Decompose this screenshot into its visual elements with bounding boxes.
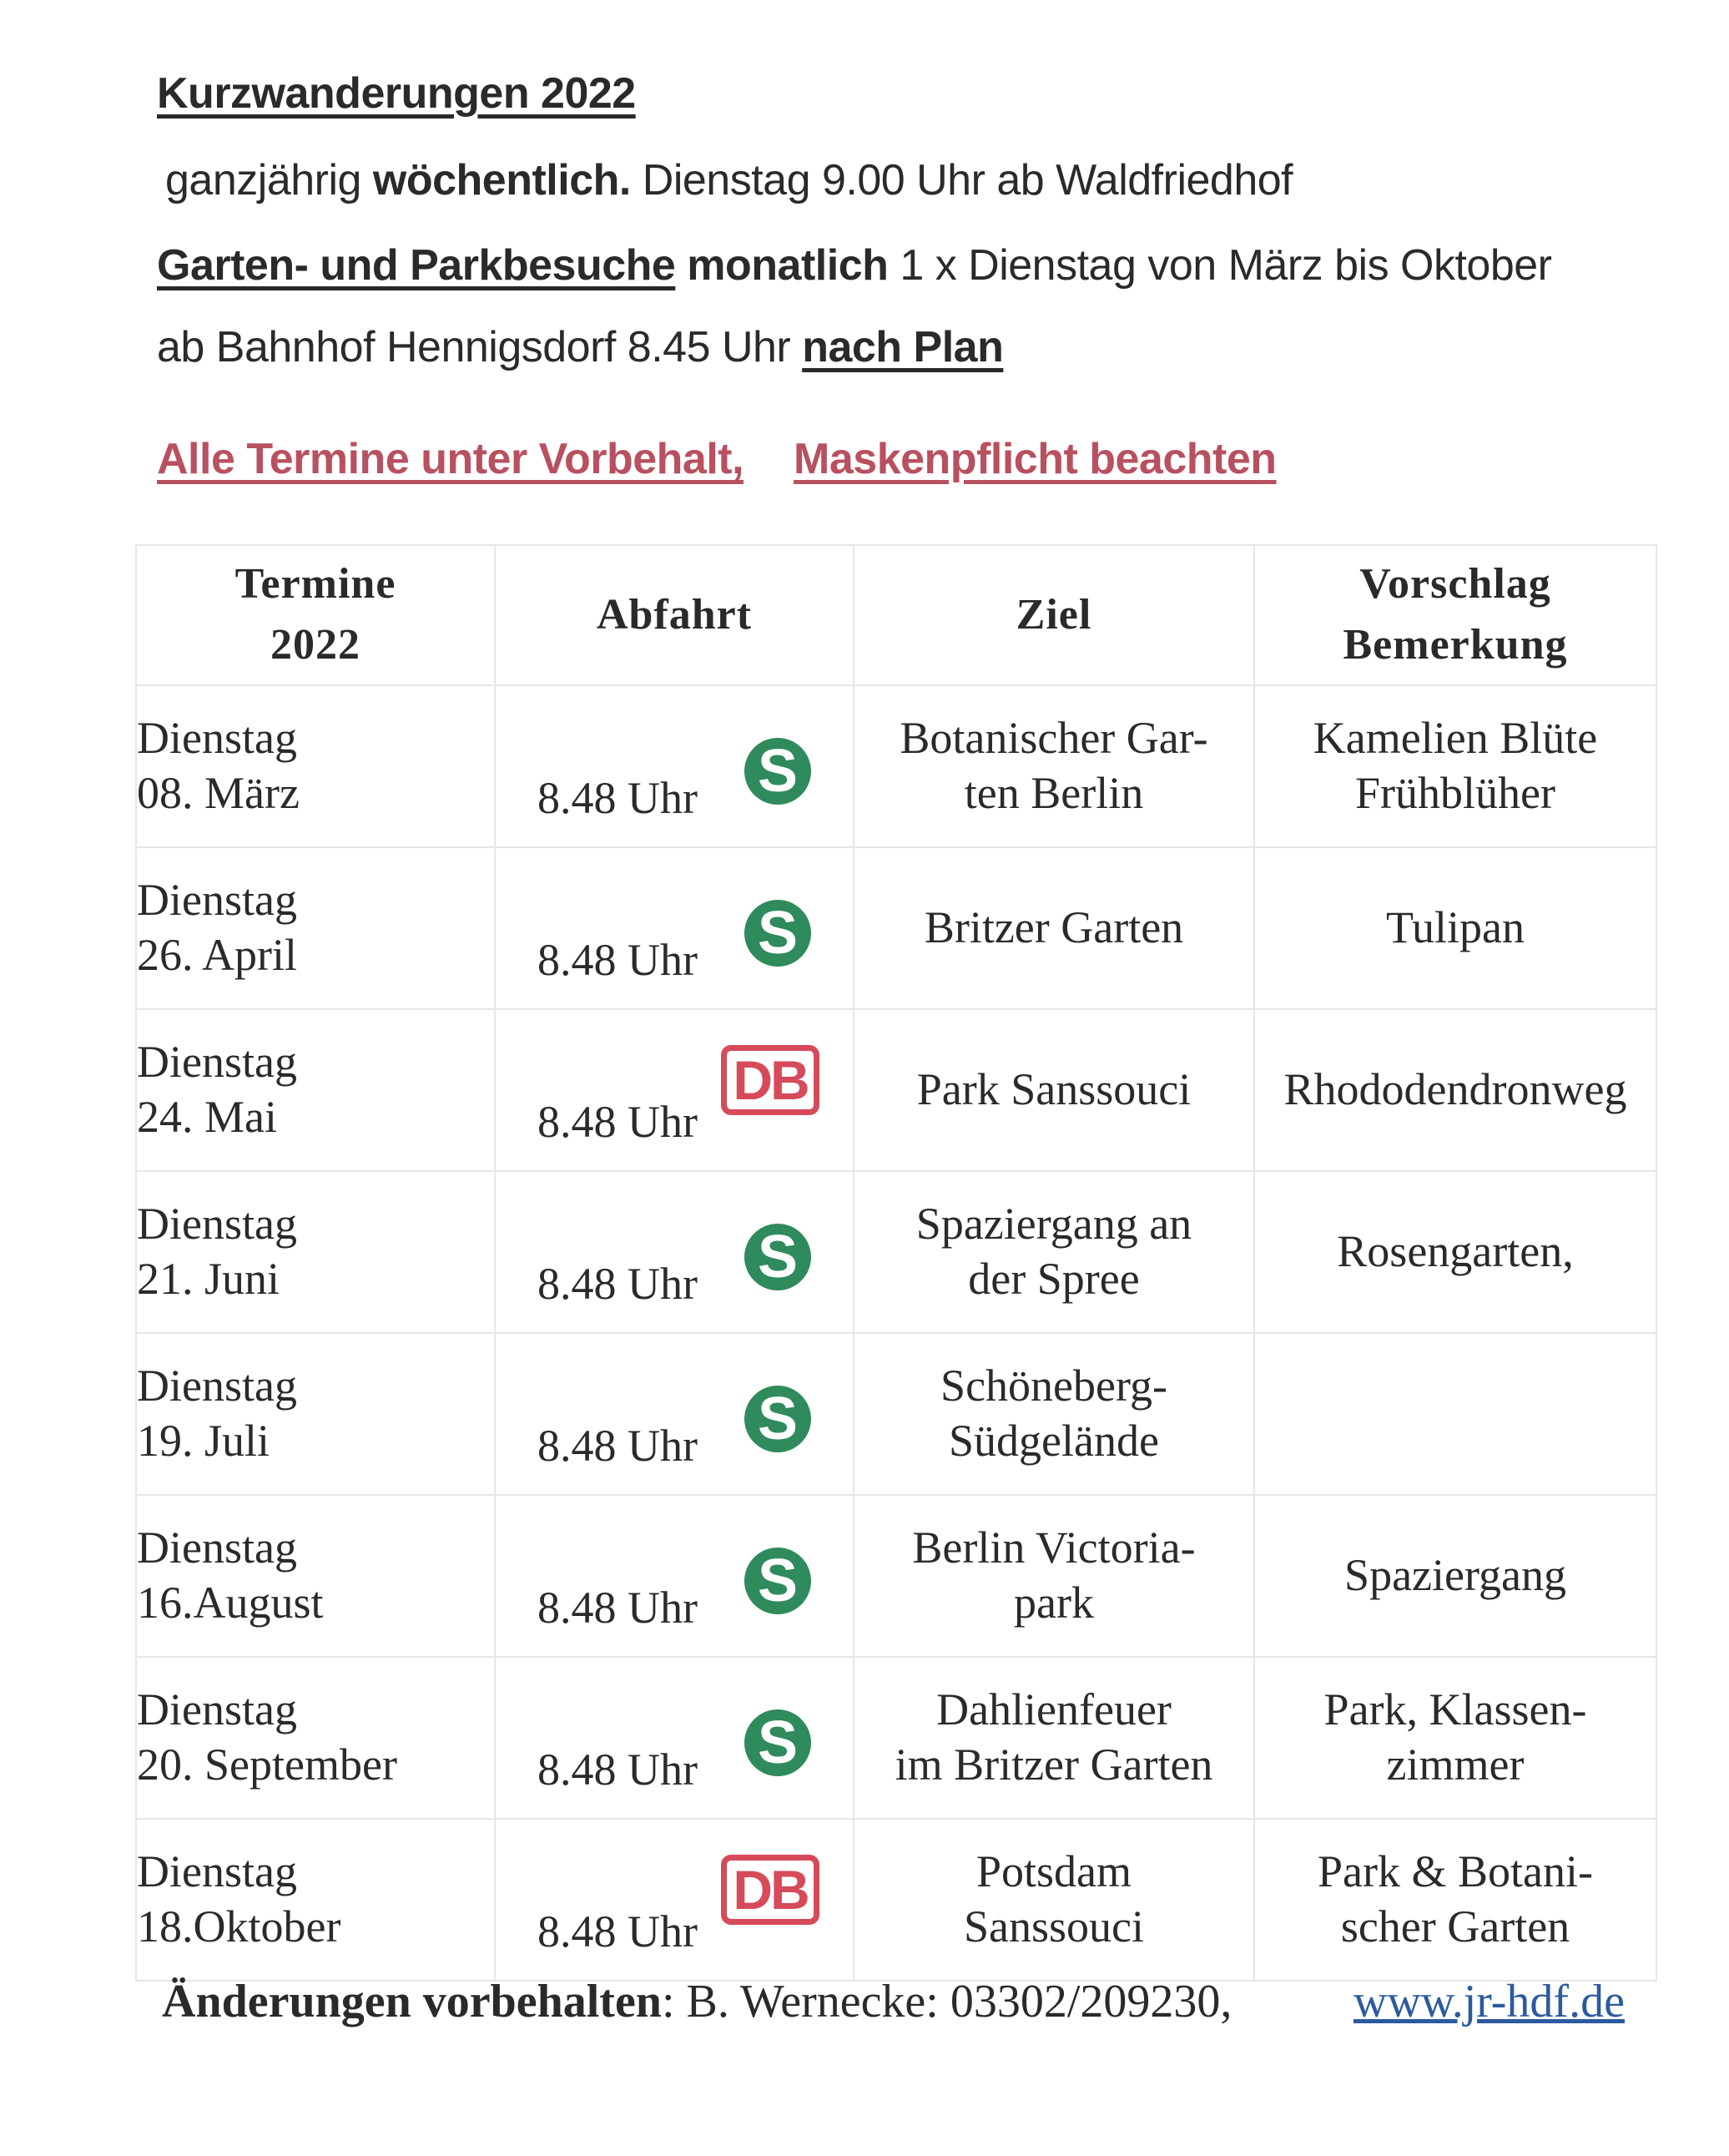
destination-cell: Britzer Garten [854,847,1254,1009]
destination-cell: Berlin Victoria- park [854,1495,1254,1657]
db-icon: DB [721,1045,819,1115]
departure-cell: 8.48 Uhr S [495,1657,854,1819]
date-cell: Dienstag 26. April [136,847,495,1009]
date-cell: Dienstag 16.August [136,1495,495,1657]
table-header-row [136,545,1656,685]
table-row [136,1657,1656,1819]
departure-cell: 8.48 Uhr DB [495,1819,854,1981]
date-cell: Dienstag 08. März [136,685,495,847]
plan-link-text: nach Plan [802,323,1004,371]
remark-cell: Rosengarten, [1254,1171,1656,1333]
departure-line [157,322,1003,372]
date-cell: Dienstag 18.Oktober [136,1819,495,1981]
departure-cell: 8.48 Uhr S [495,1333,854,1495]
monthly-suffix: 1 x Dienstag von März bis Oktober [900,241,1552,290]
departure-cell: 8.48 Uhr S [495,1171,854,1333]
date-cell: Dienstag 24. Mai [136,1009,495,1171]
table-row [136,1495,1656,1657]
header-vorschlag: Vorschlag Bemerkung [1254,545,1656,685]
table-row [136,1333,1656,1495]
notice-reservation: Alle Termine unter Vorbehalt, [157,435,744,483]
s-bahn-icon: S [744,1548,811,1614]
s-bahn-icon: S [744,900,811,967]
notice-line [157,434,1277,484]
remark-cell: Park & Botani- scher Garten [1254,1819,1656,1981]
website-link[interactable]: www.jr-hdf.de [1353,1976,1625,2027]
remark-cell: Tulipan [1254,847,1656,1009]
departure-cell: 8.48 Uhr DB [495,1009,854,1171]
destination-cell: Park Sanssouci [854,1009,1254,1171]
weekly-bold: wöchentlich. [372,156,631,204]
destination-cell: Potsdam Sanssouci [854,1819,1254,1981]
weekly-suffix: Dienstag 9.00 Uhr ab Waldfriedhof [642,156,1293,204]
destination-cell: Botanischer Gar- ten Berlin [854,685,1254,847]
date-cell: Dienstag 20. September [136,1657,495,1819]
date-cell: Dienstag 21. Juni [136,1171,495,1333]
footer-text: : B. Wernecke: 03302/209230, [661,1976,1232,2027]
header-ziel: Ziel [854,545,1254,685]
departure-prefix: ab Bahnhof Hennigsdorf 8.45 Uhr [157,323,791,371]
garden-visits-line [157,240,1552,290]
s-bahn-icon: S [744,1386,811,1452]
destination-cell: Dahlienfeuer im Britzer Garten [854,1657,1254,1819]
table-row [136,847,1656,1009]
departure-cell: 8.48 Uhr S [495,685,854,847]
destination-cell: Spaziergang an der Spree [854,1171,1254,1333]
table-row [136,1171,1656,1333]
monthly-bold: monatlich [687,241,889,290]
notice-mask: Maskenpflicht beachten [794,435,1277,483]
departure-cell: 8.48 Uhr S [495,1495,854,1657]
remark-cell: Spaziergang [1254,1495,1656,1657]
footer-bold: Änderungen vorbehalten [162,1976,662,2027]
table-row [136,685,1656,847]
s-bahn-icon: S [744,1709,811,1776]
table-row [136,1009,1656,1171]
departure-cell: 8.48 Uhr S [495,847,854,1009]
s-bahn-icon: S [744,1224,811,1290]
garden-visits-title: Garten- und Parkbesuche [157,241,676,290]
remark-cell: Rhododendronweg [1254,1009,1656,1171]
db-icon: DB [721,1855,819,1925]
date-cell: Dienstag 19. Juli [136,1333,495,1495]
weekly-hikes-line [165,155,1293,205]
footer-contact [162,1975,1232,2028]
remark-cell: Kamelien Blüte Frühblüher [1254,685,1656,847]
schedule-table [135,544,1657,1982]
destination-cell: Schöneberg- Südgelände [854,1333,1254,1495]
remark-cell [1254,1333,1656,1495]
weekly-prefix: ganzjährig [165,156,361,204]
s-bahn-icon: S [744,738,811,805]
remark-cell: Park, Klassen- zimmer [1254,1657,1656,1819]
table-row [136,1819,1656,1981]
header-termine: Termine 2022 [136,545,495,685]
page-title: Kurzwanderungen 2022 [157,69,636,118]
header-abfahrt: Abfahrt [495,545,854,685]
